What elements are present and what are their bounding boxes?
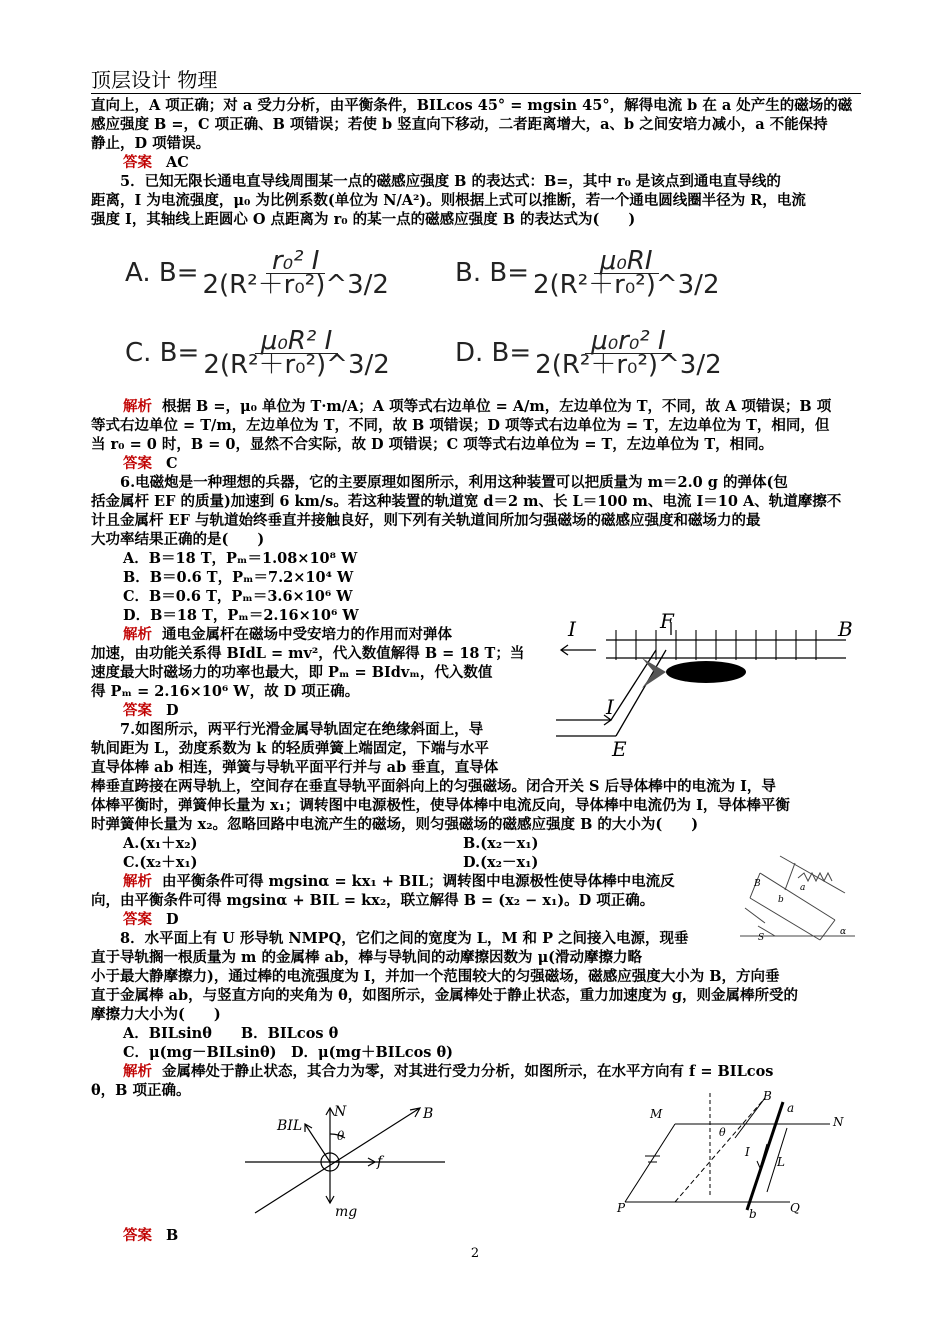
label-a: a [800,883,806,893]
projectile-body [666,661,746,683]
text-line: 直向上，A 项正确；对 a 受力分析，由平衡条件，BILcos 45° = mgsin 45°，解得电流 b 在 a 处产生的磁场的磁 [91,97,853,114]
label-B: B [838,617,853,641]
label-theta: θ [719,1126,726,1139]
text-line: 小于最大静摩擦力)，通过棒的电流强度为 I，并加一个范围较大的匀强磁场，磁感应强度大小为 B，方向垂 [91,968,780,985]
formula-option-c: C. B= $\frac{\text{μ₀R² I}}{\text{2(R²＋r₀²)\textasciicircum{}3/2}}$ [125,325,390,380]
answer-line [91,454,861,473]
u-rail-figure [615,1088,865,1218]
answer-line [91,153,861,172]
label-S: S [758,933,765,943]
formula-option-a: A. B= $\frac{\text{r₀² I}}{\text{2(R²＋r₀²)\textasciicircum{}3/2}}$ [125,245,389,300]
label-M: M [650,1107,663,1121]
text-line: 摩擦力大小为( ) [91,1006,221,1023]
text-line: 得 Pₘ = 2.16×10⁶ W，故 D 项正确。 [91,683,360,700]
text-line: 强度 I，其轴线上距圆心 O 点距离为 r₀ 的某一点的磁感应强度 B 的表达式为( ) [91,211,636,228]
label-P: P [617,1201,626,1215]
analysis-line: 解析 金属棒处于静止状态，其合力为零，对其进行受力分析，如图所示，在水平方向有 f = BILcos [123,1063,774,1080]
railgun-figure [556,610,866,765]
formula-option-d: D. B= $\frac{\text{μ₀r₀² I}}{\text{2(R²＋r₀²)\textasciicircum{}3/2}}$ [455,325,722,380]
label-N: N [833,1115,844,1129]
answer-label: 答案 [123,911,152,928]
label-I-bottom: I [606,695,614,719]
label-BIL: BIL [277,1118,303,1134]
option: A.(x₁＋x₂) [123,835,198,852]
projectile-fin [642,658,666,688]
option: D．μ(mg＋BILcos θ) [290,1044,453,1061]
header-rule [91,93,861,94]
text-line: θ，B 项正确。 [91,1082,191,1099]
option: C．B＝0.6 T，Pₘ＝3.6×10⁶ W [123,588,353,605]
text-line: 等式右边单位 = T/m，左边单位为 T，不同，故 B 项错误；D 项等式右边单位为 = T，左边单位为 T，相同，但 [91,417,830,434]
label-I-top: I [568,617,576,641]
analysis-line: 解析 根据 B =，μ₀ 单位为 T·m/A；A 项等式右边单位 = A/m，左边单位为 T，不同，故 A 项错误；B 项 [123,398,832,415]
analysis-line: 解析 由平衡条件可得 mgsinα = kx₁ + BIL；调转图中电源极性使导体棒中电流反 [123,873,675,890]
text-line: 体棒平衡时，弹簧伸长量为 x₁；调转图中电源极性，使导体棒中电流反向，导体棒中电流仍为 I，导体棒平衡 [91,797,790,814]
text-line: 距离，I 为电流强度，μ₀ 为比例系数(单位为 N/A²)。则根据上式可以推断，若一个通电圆线圈半径为 R，电流 [91,192,806,209]
label-theta: θ [337,1129,345,1143]
text-line: 加速，由功能关系得 BIdL = mv²，代入数值解得 B = 18 T；当 [91,645,525,662]
question-8-line: 8．水平面上有 U 形导轨 NMPQ，它们之间的宽度为 L，M 和 P 之间接入电源，现垂 [120,930,689,947]
label-N: N [334,1104,347,1120]
answer-value: D [166,702,179,719]
question-7-line: 7.如图所示，两平行光滑金属导轨固定在绝缘斜面上，导 [120,721,484,738]
answer-label: 答案 [123,702,152,719]
answer-line [123,1224,178,1245]
answer-value: C [166,455,178,472]
question-6-line: 6.电磁炮是一种理想的兵器，它的主要原理如图所示，利用这种装置可以把质量为 m＝2.0 g 的弹体(包 [120,474,788,491]
analysis-line: 解析 通电金属杆在磁场中受安培力的作用而对弹体 [123,626,452,643]
option: A．BILsinθ [123,1025,212,1042]
analysis-label: 解析 [123,873,152,890]
answer-label: 答案 [123,154,152,171]
label-b: b [749,1207,757,1218]
text-line: 大功率结果正确的是( ) [91,531,265,548]
answer-value: AC [166,154,189,171]
analysis-label: 解析 [123,398,152,415]
option-row [123,1043,861,1062]
answer-label: 答案 [123,1227,152,1244]
page-number: 2 [470,1246,480,1261]
text-line: 感应强度 B =，C 项正确、B 项错误；若使 b 竖直向下移动，二者距离增大，a、b 之间安培力减小，a 不能保持 [91,116,828,133]
page-content [91,96,861,1100]
label-B: B [754,879,761,889]
label-a: a [787,1101,795,1115]
formula-options [125,233,861,393]
analysis-label: 解析 [123,1063,152,1080]
answer-value: B [166,1227,179,1244]
analysis-label: 解析 [123,626,152,643]
text-line: 直于金属棒 ab，与竖直方向的夹角为 θ，如图所示，金属棒处于静止状态，重力加速度为 g，则金属棒所受的 [91,987,798,1004]
label-B: B [763,1089,772,1103]
label-Q: Q [790,1201,800,1215]
label-E: E [612,737,627,761]
label-b: b [778,895,784,905]
option: C．μ(mg－BILsinθ) [123,1044,277,1061]
label-L: L [777,1155,785,1169]
text-line: 直导体棒 ab 相连，弹簧与导轨平面平行并与 ab 垂直，直导体 [91,759,499,776]
text-line: 括金属杆 EF 的质量)加速到 6 km/s。若这种装置的轨道宽 d＝2 m、长 L＝100 m、电流 I＝10 A、轨道摩擦不 [91,493,842,510]
answer-label: 答案 [123,455,152,472]
option: B．B＝0.6 T，Pₘ＝7.2×10⁴ W [123,569,354,586]
option: D.(x₂－x₁) [463,854,539,871]
formula-option-b: B. B= $\frac{\text{μ₀RI}}{\text{2(R²＋r₀²)\textasciicircum{}3/2}}$ [455,245,720,300]
question-5-line: 5．已知无限长通电直导线周围某一点的磁感应强度 B 的表达式：B=，其中 r₀ 是该点到通电直导线的 [120,173,781,190]
incline-rail-figure [740,848,865,943]
text-line: 时弹簧伸长量为 x₂。忽略回路中电流产生的磁场，则匀强磁场的磁感应强度 B 的大小为( ) [91,816,699,833]
label-F: F [660,610,674,633]
option-row [123,1024,861,1043]
force-diagram-figure [245,1098,455,1223]
text-line: 计且金属杆 EF 与轨道始终垂直并接触良好，则下列有关轨道间所加匀强磁场的磁感应强度和磁场力的最 [91,512,761,529]
text-line: 轨间距为 L，劲度系数为 k 的轻质弹簧上端固定，下端与水平 [91,740,489,757]
label-mg: mg [335,1204,358,1220]
text-line: 向，由平衡条件可得 mgsinα + BIL = kx₂，联立解得 B = (x₂ − x₁)。D 项正确。 [91,892,655,909]
label-alpha: α [840,927,847,937]
option: C.(x₂＋x₁) [123,854,198,871]
label-B: B [423,1106,434,1122]
text-line: 速度最大时磁场力的功率也最大，即 Pₘ = BIdvₘ，代入数值 [91,664,493,681]
option: D．B＝18 T，Pₘ＝2.16×10⁶ W [123,607,359,624]
text-line: 静止，D 项错误。 [91,135,211,152]
label-f: f [377,1154,383,1170]
text-line: 棒垂直跨接在两导轨上，空间存在垂直导轨平面斜向上的匀强磁场。闭合开关 S 后导体棒中的电流为 I，导 [91,778,776,795]
text-line: 当 r₀ = 0 时，B = 0，显然不合实际，故 D 项错误；C 项等式右边单位为 = T，左边单位为 T，相同。 [91,436,774,453]
option: B．BILcos θ [240,1025,339,1042]
option: B.(x₂－x₁) [463,835,539,852]
page-header: 顶层设计 物理 [91,68,218,92]
text-line: 直于导轨搁一根质量为 m 的金属棒 ab，棒与导轨间的动摩擦因数为 μ(滑动摩擦力略 [91,949,643,966]
option: A．B＝18 T，Pₘ＝1.08×10⁸ W [123,550,358,567]
answer-value: D [166,911,179,928]
label-I: I [745,1145,750,1159]
